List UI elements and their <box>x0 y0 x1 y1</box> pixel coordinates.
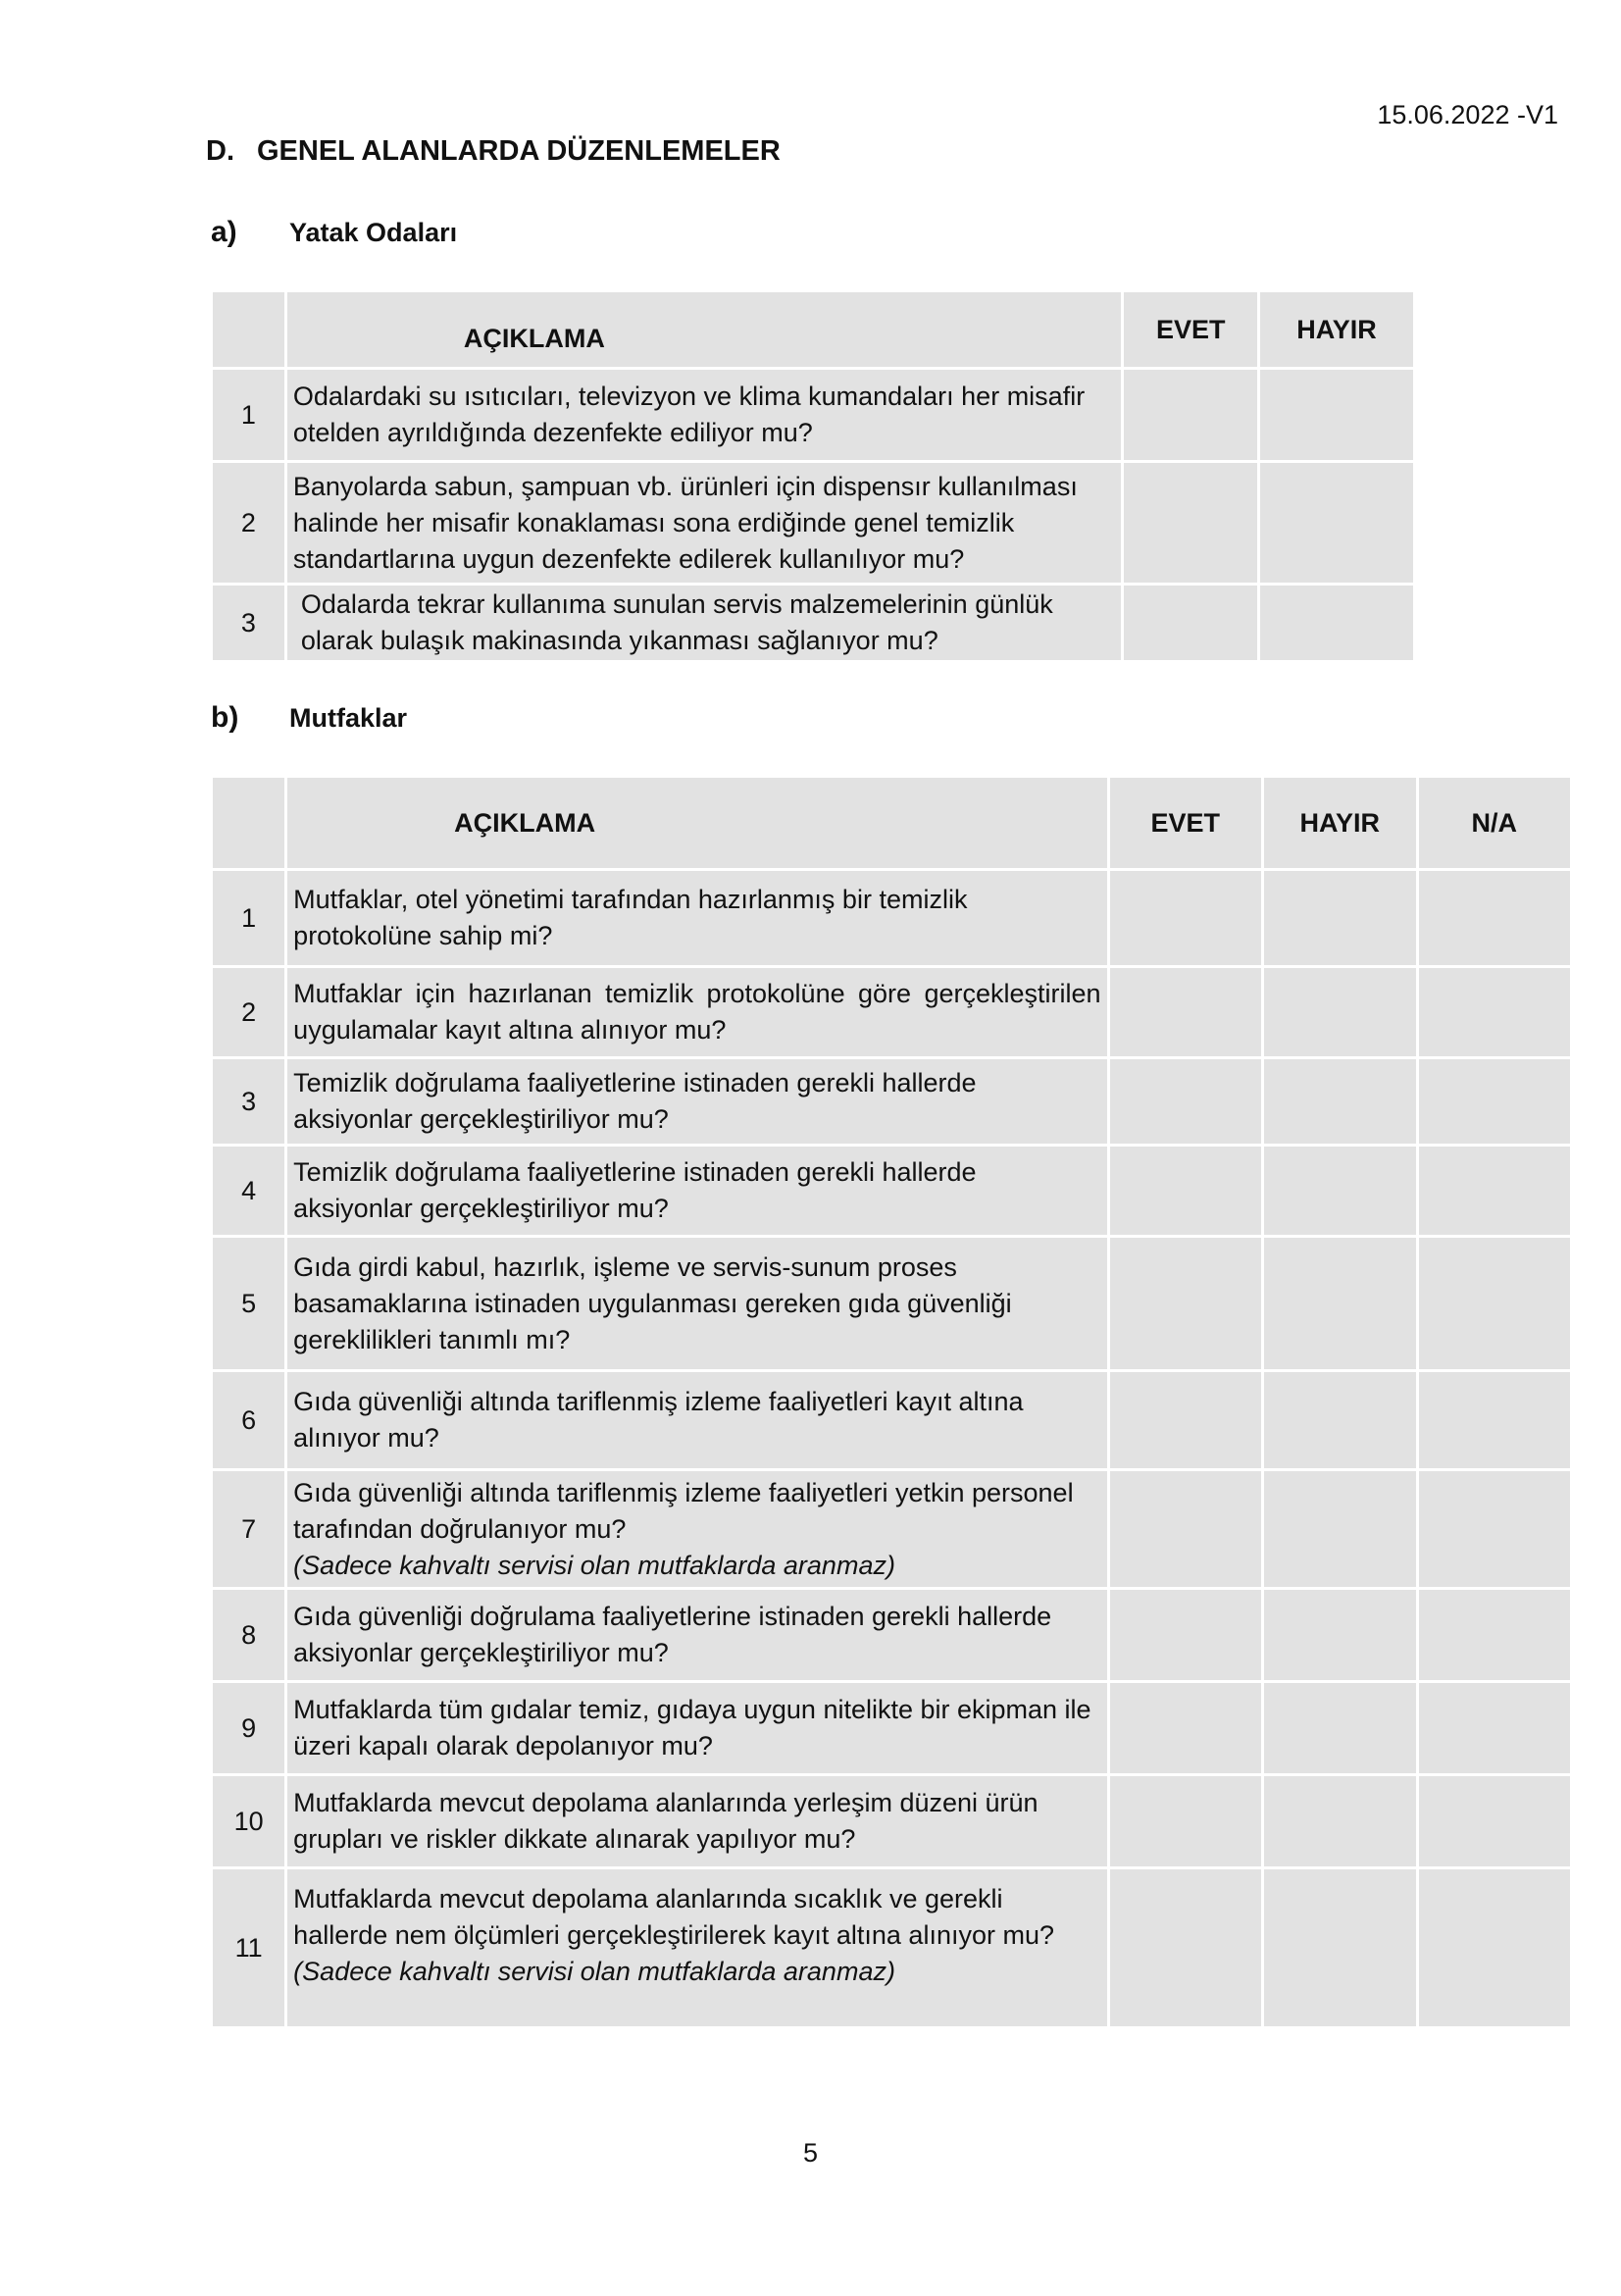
document-version: 15.06.2022 -V1 <box>1377 100 1558 129</box>
yes-answer-cell[interactable] <box>1110 1776 1261 1866</box>
no-answer-cell[interactable] <box>1260 586 1413 660</box>
section-title-text: GENEL ALANLARDA DÜZENLEMELER <box>257 135 781 167</box>
yes-answer-cell[interactable] <box>1124 586 1257 660</box>
na-answer-cell[interactable] <box>1419 1683 1571 1773</box>
row-question <box>287 1869 1106 2026</box>
subsection-b-heading <box>211 701 407 735</box>
row-question: Gıda güvenliği altında tariflenmiş izleme faaliyetleri kayıt altına alınıyor mu? <box>287 1372 1106 1468</box>
yes-answer-cell[interactable] <box>1110 1471 1261 1587</box>
table-row <box>213 463 1413 583</box>
section-letter: D. <box>206 135 234 167</box>
yes-header: EVET <box>1124 292 1257 367</box>
section-title <box>206 135 781 168</box>
no-answer-cell[interactable] <box>1264 1372 1415 1468</box>
na-answer-cell[interactable] <box>1419 871 1571 965</box>
na-answer-cell[interactable] <box>1419 1238 1571 1369</box>
table-row <box>213 586 1413 660</box>
row-question: Mutfaklar için hazırlanan temizlik protokolüne göre gerçekleştirilen uygulamalar kayıt altına alınıyor mu? <box>287 968 1106 1056</box>
no-answer-cell[interactable] <box>1264 1238 1415 1369</box>
table-row <box>213 1683 1570 1773</box>
yes-answer-cell[interactable] <box>1110 1238 1261 1369</box>
na-answer-cell[interactable] <box>1419 1590 1571 1680</box>
row-note: (Sadece kahvaltı servisi olan mutfaklarda aranmaz) <box>293 1550 895 1580</box>
no-answer-cell[interactable] <box>1264 1869 1415 2026</box>
page-number: 5 <box>802 2138 819 2168</box>
row-number: 3 <box>213 586 284 660</box>
kitchens-checklist-table <box>210 775 1573 2029</box>
table-row <box>213 1590 1570 1680</box>
no-answer-cell[interactable] <box>1260 370 1413 460</box>
yes-answer-cell[interactable] <box>1110 968 1261 1056</box>
row-question: Mutfaklar, otel yönetimi tarafından hazırlanmış bir temizlik protokolüne sahip mi? <box>287 871 1106 965</box>
na-answer-cell[interactable] <box>1419 1869 1571 2026</box>
row-question: Banyolarda sabun, şampuan vb. ürünleri için dispensır kullanılması halinde her misafir konaklaması sona erdiğinde genel temizlik standartlarına uygun dezenfekte edilerek kullanılıyor mu? <box>287 463 1122 583</box>
table-row <box>213 1471 1570 1587</box>
no-answer-cell[interactable] <box>1264 1147 1415 1235</box>
row-number: 9 <box>213 1683 284 1773</box>
row-number: 2 <box>213 463 284 583</box>
no-answer-cell[interactable] <box>1264 1683 1415 1773</box>
na-answer-cell[interactable] <box>1419 1776 1571 1866</box>
row-question: Gıda girdi kabul, hazırlık, işleme ve servis-sunum proses basamaklarına istinaden uygulanması gereken gıda güvenliği gereklilikleri tanımlı mı? <box>287 1238 1106 1369</box>
no-answer-cell[interactable] <box>1264 871 1415 965</box>
row-note: (Sadece kahvaltı servisi olan mutfaklarda aranmaz) <box>293 1957 895 1986</box>
table-row <box>213 1776 1570 1866</box>
row-number: 4 <box>213 1147 284 1235</box>
yes-answer-cell[interactable] <box>1110 1147 1261 1235</box>
yes-answer-cell[interactable] <box>1124 370 1257 460</box>
description-header: AÇIKLAMA <box>287 778 1106 868</box>
subsection-a-heading <box>211 216 457 249</box>
no-header: HAYIR <box>1260 292 1413 367</box>
table-header-row <box>213 778 1570 868</box>
no-answer-cell[interactable] <box>1264 1471 1415 1587</box>
yes-answer-cell[interactable] <box>1124 463 1257 583</box>
na-answer-cell[interactable] <box>1419 1059 1571 1144</box>
subsection-a-letter: a) <box>211 216 237 248</box>
row-question: Odalardaki su ısıtıcıları, televizyon ve klima kumandaları her misafir otelden ayrıldığında dezenfekte ediliyor mu? <box>287 370 1122 460</box>
no-answer-cell[interactable] <box>1264 1776 1415 1866</box>
no-answer-cell[interactable] <box>1264 968 1415 1056</box>
na-answer-cell[interactable] <box>1419 1471 1571 1587</box>
row-number: 5 <box>213 1238 284 1369</box>
yes-answer-cell[interactable] <box>1110 1059 1261 1144</box>
table-header-row <box>213 292 1413 367</box>
row-number: 1 <box>213 370 284 460</box>
row-question: Odalarda tekrar kullanıma sunulan servis malzemelerinin günlük olarak bulaşık makinasında yıkanması sağlanıyor mu? <box>287 586 1122 660</box>
table-row <box>213 871 1570 965</box>
yes-answer-cell[interactable] <box>1110 1869 1261 2026</box>
table-row <box>213 1238 1570 1369</box>
na-answer-cell[interactable] <box>1419 968 1571 1056</box>
row-question: Gıda güvenliği doğrulama faaliyetlerine istinaden gerekli hallerde aksiyonlar gerçekleştiriliyor mu? <box>287 1590 1106 1680</box>
na-answer-cell[interactable] <box>1419 1372 1571 1468</box>
yes-answer-cell[interactable] <box>1110 871 1261 965</box>
row-question: Mutfaklarda mevcut depolama alanlarında yerleşim düzeni ürün grupları ve riskler dikkate alınarak yapılıyor mu? <box>287 1776 1106 1866</box>
row-question-text: Mutfaklarda mevcut depolama alanlarında sıcaklık ve gerekli hallerde nem ölçümleri gerçekleştirilerek kayıt altına alınıyor mu? <box>293 1884 1054 1950</box>
na-header: N/A <box>1419 778 1571 868</box>
yes-answer-cell[interactable] <box>1110 1590 1261 1680</box>
row-number: 6 <box>213 1372 284 1468</box>
table-row <box>213 370 1413 460</box>
number-header <box>213 292 284 367</box>
row-number: 1 <box>213 871 284 965</box>
bedrooms-checklist-table <box>210 289 1416 663</box>
row-number: 2 <box>213 968 284 1056</box>
row-question: Temizlik doğrulama faaliyetlerine istinaden gerekli hallerde aksiyonlar gerçekleştiriliyor mu? <box>287 1147 1106 1235</box>
no-answer-cell[interactable] <box>1260 463 1413 583</box>
row-number: 7 <box>213 1471 284 1587</box>
table-row <box>213 1147 1570 1235</box>
no-header: HAYIR <box>1264 778 1415 868</box>
yes-header: EVET <box>1110 778 1261 868</box>
no-answer-cell[interactable] <box>1264 1590 1415 1680</box>
yes-answer-cell[interactable] <box>1110 1683 1261 1773</box>
row-question <box>287 1471 1106 1587</box>
row-question: Mutfaklarda tüm gıdalar temiz, gıdaya uygun nitelikte bir ekipman ile üzeri kapalı olarak depolanıyor mu? <box>287 1683 1106 1773</box>
table-row <box>213 1372 1570 1468</box>
subsection-a-title: Yatak Odaları <box>289 218 458 247</box>
row-number: 3 <box>213 1059 284 1144</box>
table-row <box>213 1869 1570 2026</box>
row-number: 8 <box>213 1590 284 1680</box>
no-answer-cell[interactable] <box>1264 1059 1415 1144</box>
table-row <box>213 1059 1570 1144</box>
description-header: AÇIKLAMA <box>287 292 1122 367</box>
yes-answer-cell[interactable] <box>1110 1372 1261 1468</box>
row-number: 11 <box>213 1869 284 2026</box>
na-answer-cell[interactable] <box>1419 1147 1571 1235</box>
subsection-b-title: Mutfaklar <box>289 703 408 733</box>
row-number: 10 <box>213 1776 284 1866</box>
row-question: Temizlik doğrulama faaliyetlerine istinaden gerekli hallerde aksiyonlar gerçekleştiriliyor mu? <box>287 1059 1106 1144</box>
table-row <box>213 968 1570 1056</box>
row-question-text: Gıda güvenliği altında tariflenmiş izleme faaliyetleri yetkin personel tarafından doğrulanıyor mu? <box>293 1477 1074 1544</box>
subsection-b-letter: b) <box>211 701 239 734</box>
number-header <box>213 778 284 868</box>
